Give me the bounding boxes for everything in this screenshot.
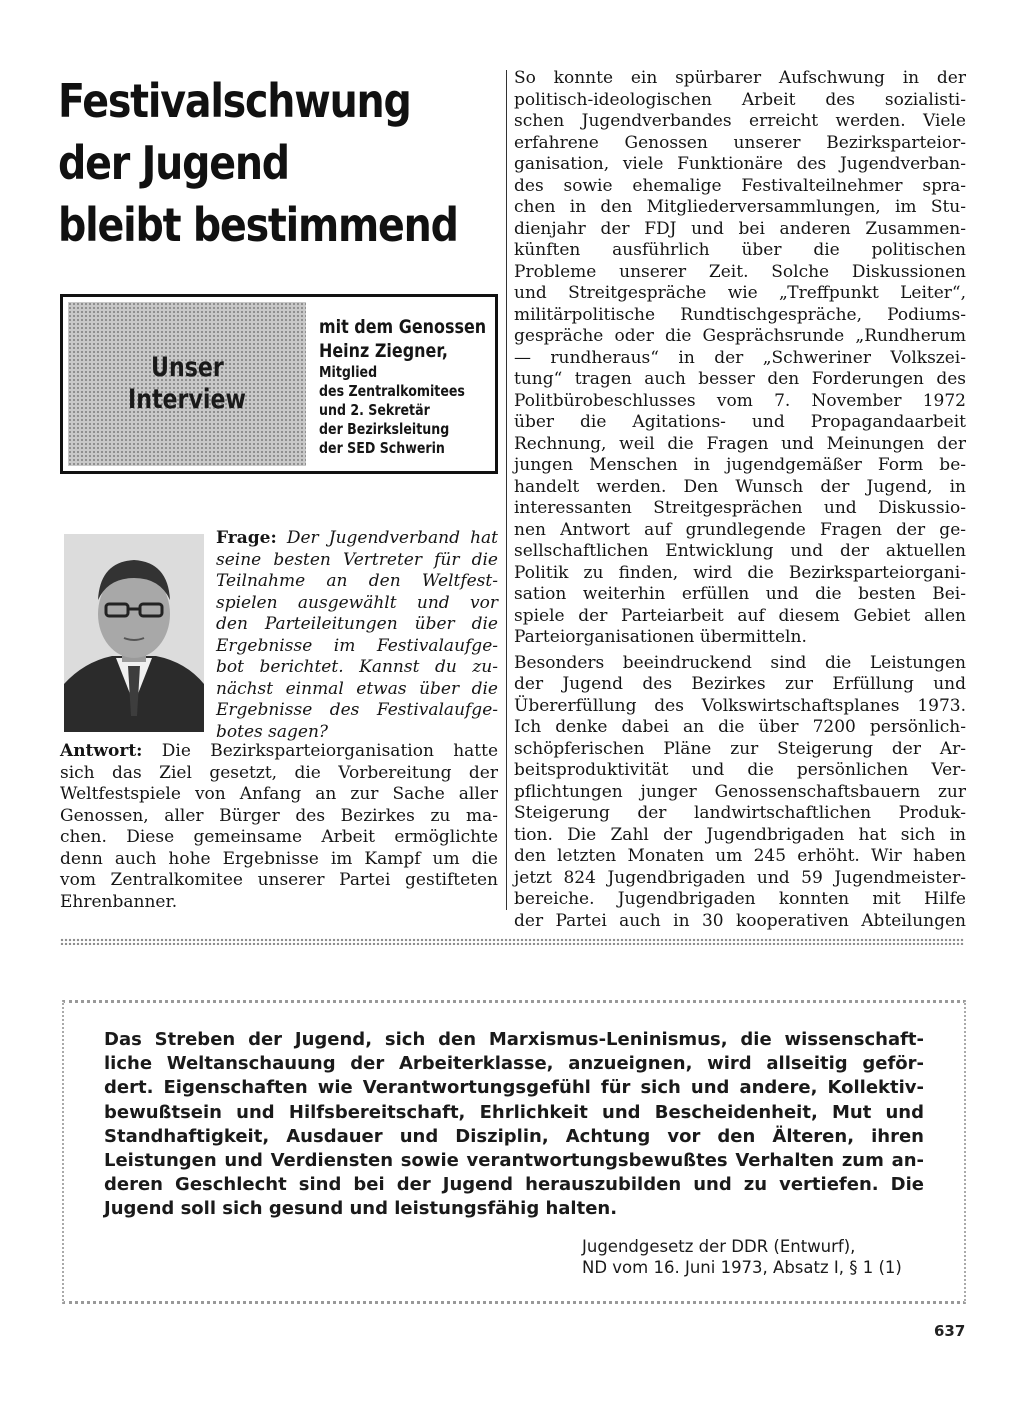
body-line: Übererfüllung des Volkswirtschaftsplanes 1973. [514,695,966,716]
body-line: interessanten Streitgesprächen und Diskussio- [514,498,966,518]
interviewee-role-line: des Zentralkomitees [319,382,465,400]
answer-line [60,741,498,763]
question-line: spielen ausgewählt und vor [216,592,498,613]
answer-line: chen. Diese gemeinsame Arbeit ermöglichte [60,827,498,847]
quote-source [582,1236,942,1278]
body-line: tung“ tragen auch besser den Forderungen des [514,369,966,389]
quote-line: dert. Eigenschaften wie Verantwortungsgefühl für sich und andere, Kollektiv- [104,1077,924,1099]
body-line: künften ausführlich über die politischen [514,240,966,260]
body-line: Rechnung, weil die Fragen und Meinungen der [514,433,966,454]
quote-source-line: ND vom 16. Juni 1973, Absatz I, § 1 (1) [582,1258,902,1277]
quote-line: Leistungen und Verdiensten sowie verantwortungsbewußtes Verhalten zum an- [104,1150,924,1172]
question-first-line: Der Jugendverband hat [286,528,498,548]
body-line: schen Jugendverbandes erreicht werden. Viele [514,111,966,131]
body-line: So konnte ein spürbarer Aufschwung in der [514,68,966,88]
body-line: pflichtungen junger Genossenschaftsbauern zur [514,781,966,802]
body-line: Ich denke dabei an die über 7200 persönlich- [514,717,966,737]
headline [58,70,458,256]
headline-line: Festivalschwung [58,74,411,128]
body-line: schöpferischen Pläne zur Steigerung der Ar- [514,738,966,759]
interviewee-role-line: der SED Schwerin [319,439,445,457]
body-line: sation weiterhin erfüllen und die besten Bei- [514,584,966,604]
portrait-illustration [64,534,204,732]
body-line: ganisation, viele Funktionäre des Jugendverban- [514,154,966,174]
body-line: Probleme unserer Zeit. Solche Diskussionen [514,261,966,282]
right-column [514,68,966,932]
question-line: Ergebnisse im Festivalaufge- [216,635,498,656]
answer-block [60,741,498,913]
dotted-separator [60,938,964,945]
question-line: seine besten Vertreter für die [216,549,498,570]
question-line: Teilnahme an den Weltfest- [216,571,498,591]
body-line: gespräche oder die Gesprächsrunde „Rundherum [514,326,966,346]
body-line: chen in den Mitgliederversammlungen, im Stu- [514,197,966,217]
body-line: spiele der Parteiarbeit auf diesem Gebiet allen [514,605,966,626]
quote-line: Das Streben der Jugend, sich den Marxismus-Leninismus, die wissenschaft- [104,1029,924,1050]
answer-line: vom Zentralkomitee unserer Partei gestifteten [60,870,498,890]
question-line: den Parteileitungen über die [216,614,498,634]
answer-label: Antwort: [60,741,143,761]
body-line: dienjahr der FDJ und bei anderen Zusammen- [514,218,966,239]
quote-line: Standhaftigkeit, Ausdauer und Disziplin, Achtung vor den Älteren, ihren [104,1125,924,1147]
interviewee-role-line: und 2. Sekretär [319,401,430,419]
headline-line: bleibt bestimmend [58,198,458,252]
body-line: Besonders beeindruckend sind die Leistungen [514,652,966,673]
quote-source-line: Jugendgesetz der DDR (Entwurf), [582,1237,856,1256]
interviewee-role-line: Mitglied [319,363,378,381]
answer-line: Genossen, aller Bürger des Bezirkes zu ma- [60,805,498,826]
interviewee-info [319,315,487,458]
body-line: Politik zu finden, wird die Bezirksparteiorgani- [514,562,966,583]
body-line: den letzten Monaten um 245 erhöht. Wir haben [514,846,966,866]
body-line: Steigerung der landwirtschaftlichen Produk- [514,803,966,823]
body-line: sellschaftlichen Entwicklung und der aktuellen [514,541,966,561]
body-line: militärpolitische Rundtischgespräche, Podiums- [514,304,966,325]
interviewee-role-line: der Bezirksleitung [319,420,450,438]
body-line: der Jugend des Bezirkes zur Erfüllung und [514,674,966,694]
quote-text [104,1028,924,1222]
body-line: über die Agitations- und Propagandaarbeit [514,412,966,432]
body-line: jetzt 824 Jugendbrigaden und 59 Jugendmeister- [514,867,966,888]
body-line: des sowie ehemalige Festivalteilnehmer spra- [514,175,966,196]
body-line: handelt werden. Den Wunsch der Jugend, in [514,476,966,497]
body-line: und Streitgespräche wie „Treffpunkt Leiter“, [514,283,966,303]
answer-line: Weltfestspiele von Anfang an zur Sache aller [60,784,498,804]
question-line: bot berichtet. Kannst du zu- [216,657,498,677]
body-line: der Partei auch in 30 kooperativen Abteilungen [514,910,966,931]
interview-box [60,294,498,474]
question-label: Frage: [216,528,277,548]
interview-label [68,302,306,466]
question-line: Ergebnisse des Festivalaufge- [216,700,498,720]
interviewee-name-line: Heinz Ziegner, [319,340,448,362]
body-line: Parteiorganisationen übermitteln. [514,627,807,647]
question-line: botes sagen? [216,721,329,742]
answer-line: denn auch hohe Ergebnisse im Kampf um die [60,848,498,869]
quote-line: liche Weltanschauung der Arbeiterklasse, anzueignen, wird allseitig geför- [104,1053,924,1075]
interviewee-name-line: mit dem Genossen [319,316,487,338]
question-line [216,528,498,550]
answer-first-line: Die Bezirksparteiorganisation hatte [161,741,499,761]
quote-line: deren Geschlecht sind bei der Jugend herauszubilden und zu vertiefen. Die [104,1174,924,1196]
body-line: politisch-ideologischen Arbeit des sozialisti- [514,89,966,110]
body-line: jungen Menschen in jugendgemäßer Form be- [514,455,966,475]
body-line: erfahrene Genossen unserer Bezirksparteior- [514,132,966,153]
interview-label-line: Unser [150,352,224,383]
page-number: 637 [934,1322,966,1340]
body-line: tion. Die Zahl der Jugendbrigaden hat sich in [514,824,966,845]
column-divider [506,70,507,910]
body-line: beitsproduktivität und die persönlichen Ver- [514,760,966,780]
quote-line: bewußtsein und Hilfsbereitschaft, Ehrlichkeit und Bescheidenheit, Mut und [104,1101,924,1123]
answer-line: Ehrenbanner. [60,891,178,912]
headline-line: der Jugend [58,136,289,190]
body-line: Politbürobeschlusses vom 7. November 1972 [514,390,966,411]
portrait-photo [64,534,204,732]
body-line: nen Antwort auf grundlegende Fragen der ge- [514,519,966,540]
answer-line: sich das Ziel gesetzt, die Vorbereitung der [60,762,498,783]
body-line: — rundheraus“ in der „Schweriner Volkszei- [514,347,966,368]
quote-line: Jugend soll sich gesund und leistungsfähig halten. [104,1198,618,1220]
question-block [216,528,498,743]
interview-label-line: Interview [127,384,247,415]
question-line: nächst einmal etwas über die [216,678,498,699]
body-line: bereiche. Jugendbrigaden konnten mit Hilfe [514,889,966,909]
